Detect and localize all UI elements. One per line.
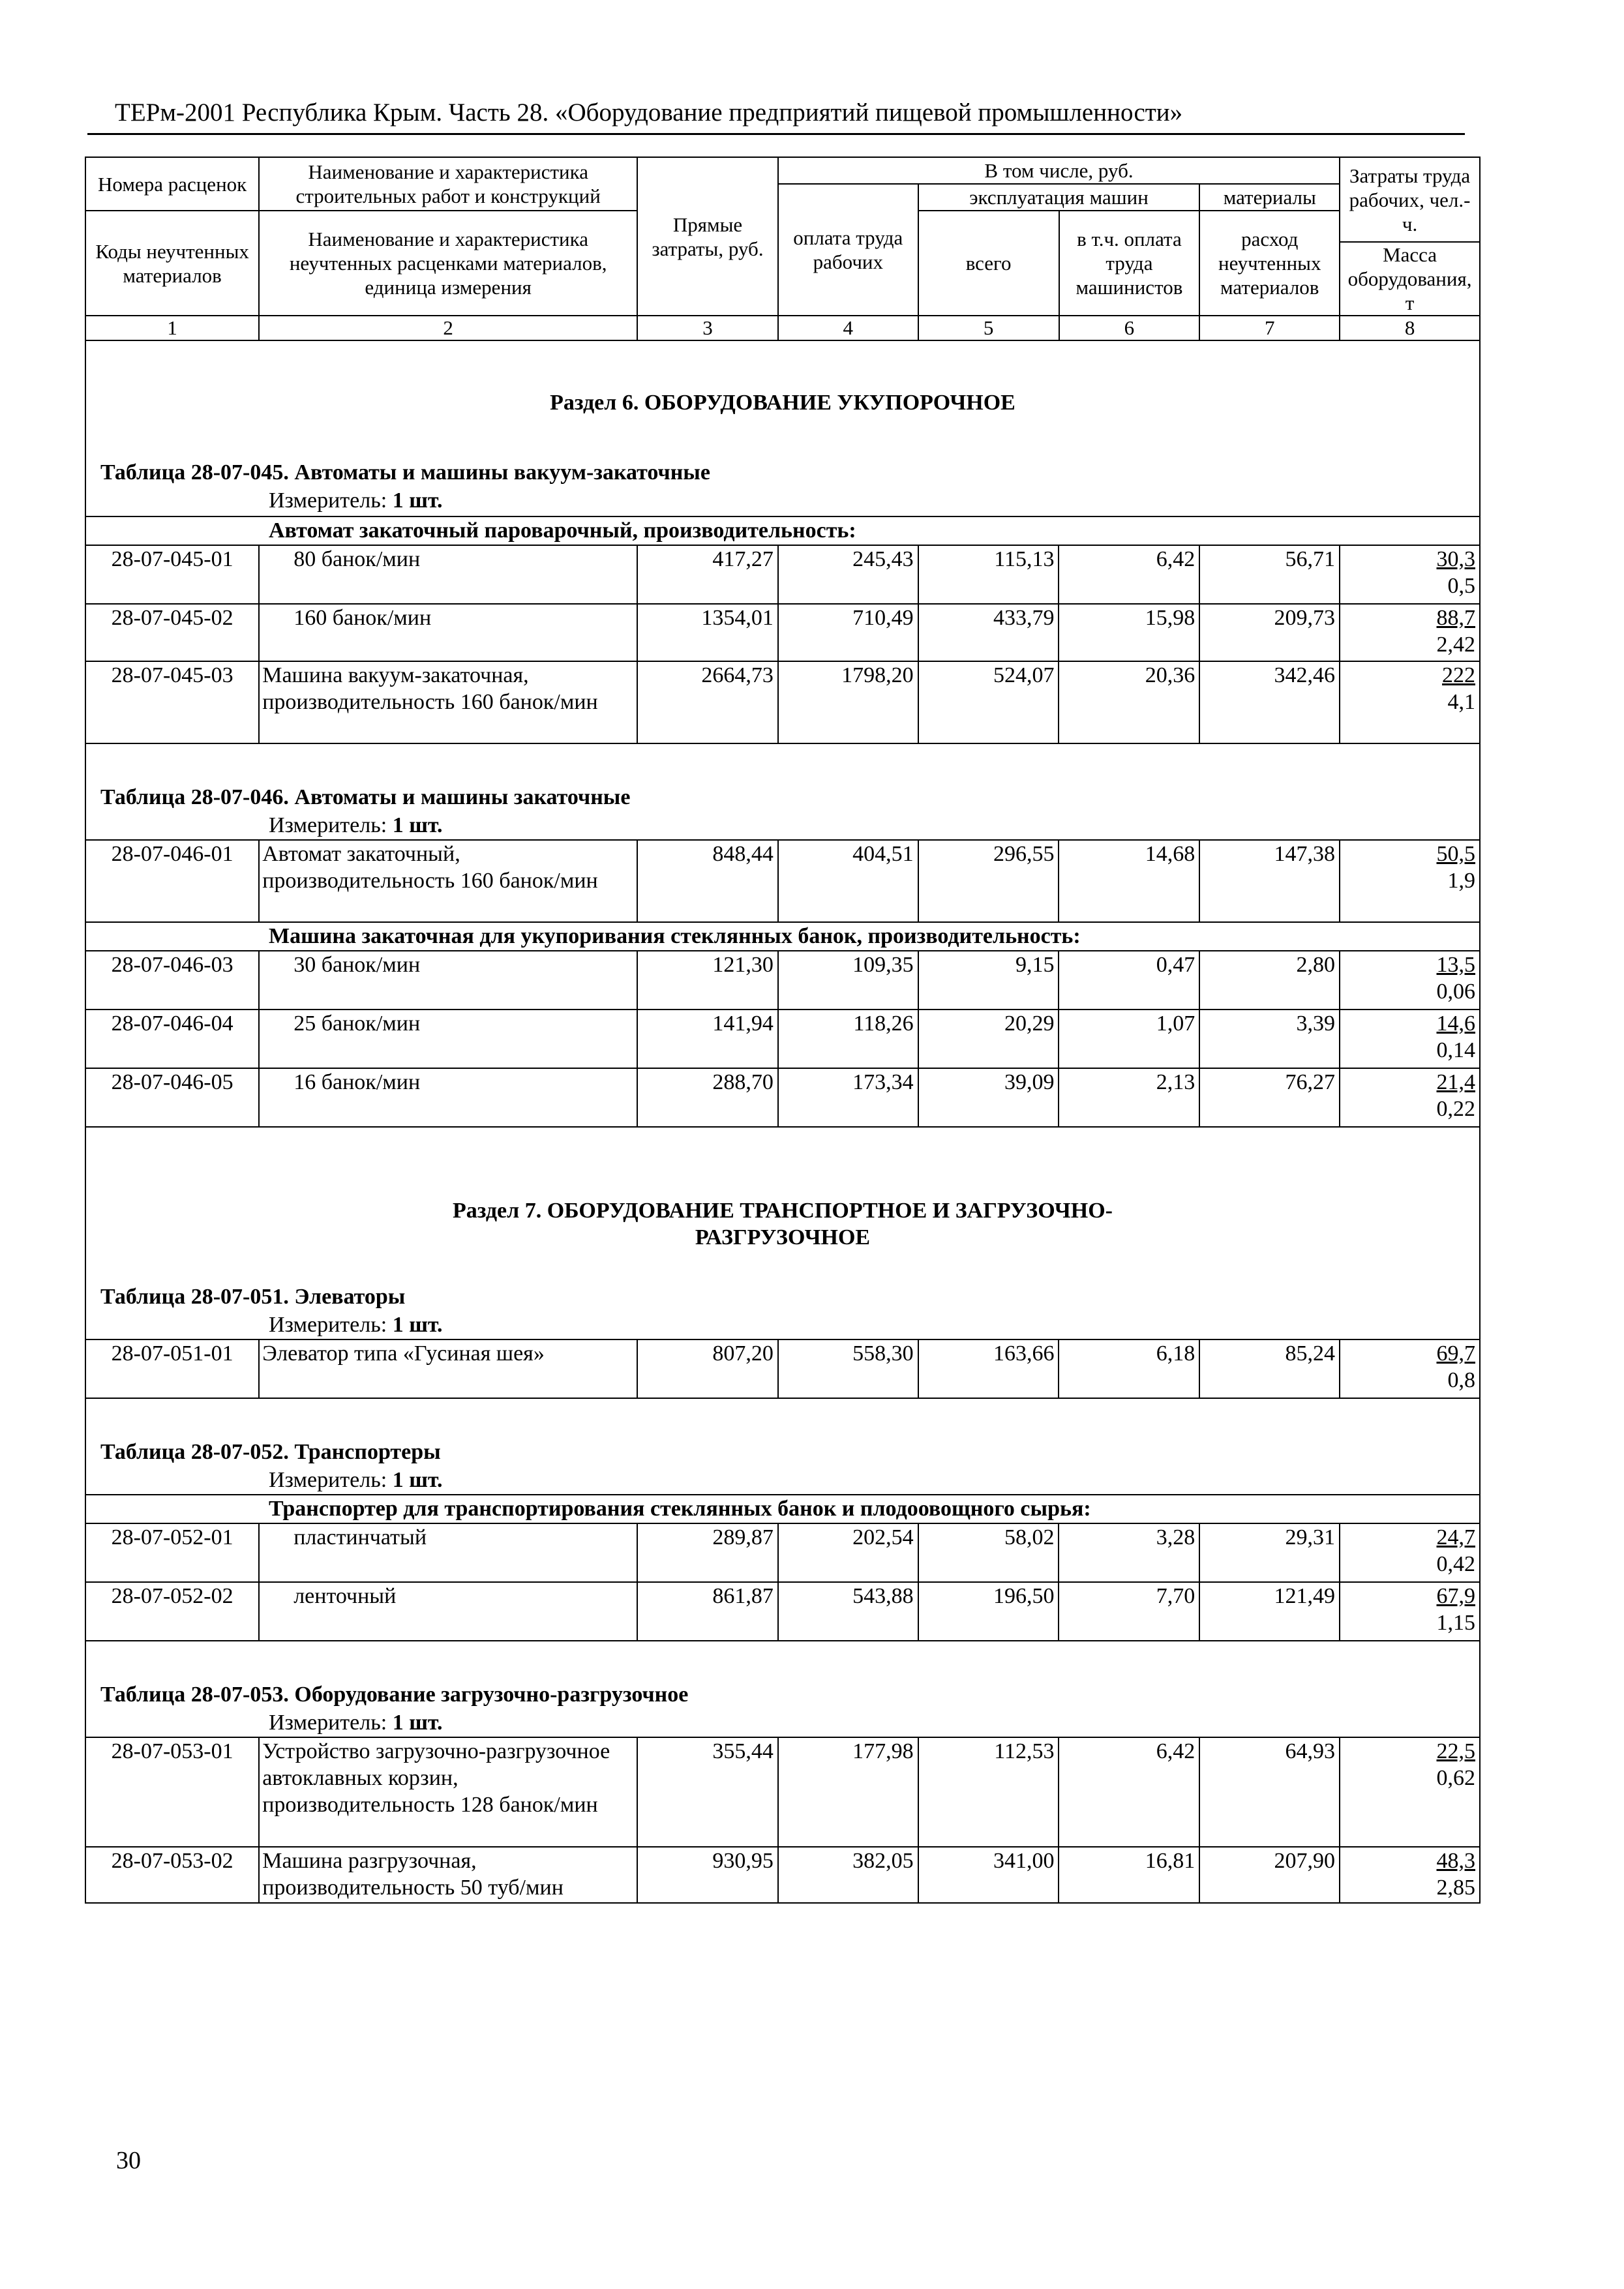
- operator-wages: 3,28: [1059, 1523, 1199, 1582]
- col-material-codes-header: Коды неучтенных материалов: [85, 211, 259, 316]
- col-operator-wages-header: в т.ч. оплата труда машинистов: [1059, 211, 1200, 316]
- rate-name: пластинчатый: [259, 1523, 637, 1582]
- machines-total: 112,53: [918, 1737, 1059, 1847]
- price-table: [85, 157, 1481, 1904]
- direct-costs: 121,30: [637, 951, 778, 1010]
- rate-name: Устройство загрузочно-разгрузочное автоклавных корзин, производительность 128 банок/мин: [259, 1737, 637, 1847]
- materials-cost: 85,24: [1199, 1339, 1340, 1398]
- labor-hours: 30,3: [1436, 547, 1475, 571]
- rate-code: 28-07-053-02: [85, 1847, 259, 1903]
- col-number: 4: [778, 316, 918, 340]
- worker-wages: 1798,20: [778, 661, 918, 743]
- col-number: 1: [85, 316, 259, 340]
- operator-wages: 6,18: [1059, 1339, 1199, 1398]
- machines-total: 524,07: [918, 661, 1059, 743]
- labor-hours: 22,5: [1436, 1739, 1475, 1763]
- rate-code: 28-07-046-04: [85, 1010, 259, 1068]
- rate-name: 80 банок/мин: [259, 545, 637, 604]
- section-6-title: Раздел 6. ОБОРУДОВАНИЕ УКУПОРОЧНОЕ: [85, 341, 1480, 416]
- col-number: 8: [1340, 316, 1480, 340]
- group-header: Транспортер для транспортирования стеклянных банок и плодоовощного сырья:: [85, 1495, 1480, 1523]
- operator-wages: 7,70: [1059, 1582, 1199, 1641]
- unit-line: [85, 1709, 1480, 1737]
- machines-total: 341,00: [918, 1847, 1059, 1903]
- table-row: [85, 1068, 1480, 1127]
- direct-costs: 355,44: [637, 1737, 778, 1847]
- direct-costs: 288,70: [637, 1068, 778, 1127]
- operator-wages: 14,68: [1059, 840, 1199, 922]
- table-053-title: Таблица 28-07-053. Оборудование загрузочно-разгрузочное: [85, 1641, 1480, 1709]
- machines-total: 58,02: [918, 1523, 1059, 1582]
- table-045-title: Таблица 28-07-045. Автоматы и машины вакуум-закаточные: [85, 416, 1480, 486]
- machines-total: 433,79: [918, 604, 1059, 661]
- direct-costs: 1354,01: [637, 604, 778, 661]
- equipment-mass: 2,42: [1436, 633, 1475, 657]
- table-row: [85, 951, 1480, 1010]
- direct-costs: 417,27: [637, 545, 778, 604]
- equipment-mass: 1,15: [1436, 1611, 1475, 1635]
- group-header: Машина закаточная для укупоривания стеклянных банок, производительность:: [85, 922, 1480, 951]
- rate-name: 160 банок/мин: [259, 604, 637, 661]
- materials-cost: 121,49: [1199, 1582, 1340, 1641]
- labor-and-mass: [1340, 1582, 1480, 1641]
- equipment-mass: 0,42: [1436, 1552, 1475, 1576]
- col-wages-header: оплата труда рабочих: [778, 184, 918, 316]
- worker-wages: 177,98: [778, 1737, 918, 1847]
- table-row: [85, 1737, 1480, 1847]
- operator-wages: 15,98: [1059, 604, 1199, 661]
- worker-wages: 382,05: [778, 1847, 918, 1903]
- table-052-title: Таблица 28-07-052. Транспортеры: [85, 1398, 1480, 1466]
- operator-wages: 16,81: [1059, 1847, 1199, 1903]
- materials-cost: 64,93: [1199, 1737, 1340, 1847]
- table-051-title: Таблица 28-07-051. Элеваторы: [85, 1251, 1480, 1311]
- col-number: 5: [918, 316, 1059, 340]
- materials-cost: 2,80: [1199, 951, 1340, 1010]
- rate-code: 28-07-046-01: [85, 840, 259, 922]
- labor-and-mass: [1340, 604, 1480, 661]
- rate-name: Машина вакуум-закаточная, производительность 160 банок/мин: [259, 661, 637, 743]
- labor-hours: 48,3: [1436, 1849, 1475, 1873]
- unit-line: [85, 1466, 1480, 1495]
- labor-and-mass: [1340, 545, 1480, 604]
- table-row: [85, 1582, 1480, 1641]
- header-rule: [87, 133, 1465, 135]
- machines-total: 9,15: [918, 951, 1059, 1010]
- direct-costs: 2664,73: [637, 661, 778, 743]
- machines-header: эксплуатация машин: [918, 184, 1200, 211]
- unit-label: Измеритель:: [269, 488, 387, 513]
- rate-code: 28-07-045-03: [85, 661, 259, 743]
- worker-wages: 245,43: [778, 545, 918, 604]
- table-row: [85, 604, 1480, 661]
- unit-label: Измеритель:: [269, 1313, 387, 1337]
- worker-wages: 710,49: [778, 604, 918, 661]
- materials-cost: 76,27: [1199, 1068, 1340, 1127]
- rate-code: 28-07-052-02: [85, 1582, 259, 1641]
- unit-label: Измеритель:: [269, 813, 387, 837]
- worker-wages: 173,34: [778, 1068, 918, 1127]
- table-row: [85, 1339, 1480, 1398]
- rate-code: 28-07-052-01: [85, 1523, 259, 1582]
- table-body: [85, 341, 1481, 1904]
- operator-wages: 6,42: [1059, 545, 1199, 604]
- equipment-mass: 2,85: [1436, 1876, 1475, 1900]
- direct-costs: 930,95: [637, 1847, 778, 1903]
- rate-name: 16 банок/мин: [259, 1068, 637, 1127]
- unit-value: 1 шт.: [392, 813, 443, 837]
- labor-hours: 24,7: [1436, 1525, 1475, 1549]
- materials-cost: 29,31: [1199, 1523, 1340, 1582]
- col-machines-total-header: всего: [918, 211, 1059, 316]
- unit-label: Измеритель:: [269, 1468, 387, 1492]
- table-row: [85, 1847, 1480, 1903]
- materials-cost: 3,39: [1199, 1010, 1340, 1068]
- rate-code: 28-07-046-05: [85, 1068, 259, 1127]
- unit-value: 1 шт.: [392, 1468, 443, 1492]
- table-046-title: Таблица 28-07-046. Автоматы и машины закаточные: [85, 743, 1480, 811]
- unit-label: Измеритель:: [269, 1711, 387, 1735]
- labor-hours: 69,7: [1436, 1341, 1475, 1366]
- operator-wages: 0,47: [1059, 951, 1199, 1010]
- labor-hours: 88,7: [1436, 606, 1475, 630]
- worker-wages: 202,54: [778, 1523, 918, 1582]
- materials-cost: 147,38: [1199, 840, 1340, 922]
- labor-and-mass: [1340, 1847, 1480, 1903]
- rate-name: Машина разгрузочная, производительность 50 туб/мин: [259, 1847, 637, 1903]
- rate-code: 28-07-053-01: [85, 1737, 259, 1847]
- equipment-mass: 0,62: [1436, 1766, 1475, 1790]
- direct-costs: 861,87: [637, 1582, 778, 1641]
- rate-code: 28-07-045-01: [85, 545, 259, 604]
- rate-name: 25 банок/мин: [259, 1010, 637, 1068]
- machines-total: 163,66: [918, 1339, 1059, 1398]
- including-header: В том числе, руб.: [778, 157, 1340, 184]
- running-header: ТЕРм-2001 Республика Крым. Часть 28. «Оборудование предприятий пищевой промышленности»: [115, 98, 1183, 127]
- labor-and-mass: [1340, 1068, 1480, 1127]
- rate-name: 30 банок/мин: [259, 951, 637, 1010]
- col-labor-header: Затраты труда рабочих, чел.-ч.: [1340, 157, 1480, 242]
- table-row: [85, 545, 1480, 604]
- operator-wages: 2,13: [1059, 1068, 1199, 1127]
- operator-wages: 1,07: [1059, 1010, 1199, 1068]
- direct-costs: 848,44: [637, 840, 778, 922]
- table-row: [85, 661, 1480, 743]
- worker-wages: 558,30: [778, 1339, 918, 1398]
- section-7-title-line2: РАЗГРУЗОЧНОЕ: [695, 1225, 871, 1249]
- worker-wages: 543,88: [778, 1582, 918, 1641]
- group-header: Автомат закаточный пароварочный, производительность:: [85, 516, 1480, 545]
- labor-and-mass: [1340, 840, 1480, 922]
- col-work-name-header: Наименование и характеристика строительных работ и конструкций: [259, 157, 637, 211]
- section-7-title-line1: Раздел 7. ОБОРУДОВАНИЕ ТРАНСПОРТНОЕ И ЗАГРУЗОЧНО-: [453, 1199, 1113, 1223]
- labor-hours: 21,4: [1436, 1070, 1475, 1094]
- table-row: [85, 1010, 1480, 1068]
- operator-wages: 20,36: [1059, 661, 1199, 743]
- materials-cost: 207,90: [1199, 1847, 1340, 1903]
- labor-and-mass: [1340, 1010, 1480, 1068]
- unit-line: [85, 811, 1480, 840]
- machines-total: 296,55: [918, 840, 1059, 922]
- labor-and-mass: [1340, 1737, 1480, 1847]
- materials-cost: 342,46: [1199, 661, 1340, 743]
- rate-code: 28-07-051-01: [85, 1339, 259, 1398]
- materials-header: материалы: [1199, 184, 1340, 211]
- rate-code: 28-07-046-03: [85, 951, 259, 1010]
- worker-wages: 109,35: [778, 951, 918, 1010]
- machines-total: 20,29: [918, 1010, 1059, 1068]
- equipment-mass: 0,22: [1436, 1097, 1475, 1121]
- labor-and-mass: [1340, 1339, 1480, 1398]
- equipment-mass: 0,8: [1447, 1368, 1475, 1392]
- materials-cost: 56,71: [1199, 545, 1340, 604]
- col-number: 7: [1199, 316, 1340, 340]
- unit-line: [85, 486, 1480, 516]
- labor-hours: 222: [1442, 663, 1475, 687]
- col-direct-costs-header: Прямые затраты, руб.: [637, 157, 778, 316]
- rate-name: Автомат закаточный, производительность 160 банок/мин: [259, 840, 637, 922]
- col-material-names-header: Наименование и характеристика неучтенных расценками материалов, единица измерения: [259, 211, 637, 316]
- col-number: 3: [637, 316, 778, 340]
- equipment-mass: 0,5: [1447, 574, 1475, 598]
- worker-wages: 404,51: [778, 840, 918, 922]
- equipment-mass: 0,06: [1436, 980, 1475, 1004]
- worker-wages: 118,26: [778, 1010, 918, 1068]
- rate-name: ленточный: [259, 1582, 637, 1641]
- unit-value: 1 шт.: [392, 488, 443, 513]
- machines-total: 39,09: [918, 1068, 1059, 1127]
- table-row: [85, 840, 1480, 922]
- operator-wages: 6,42: [1059, 1737, 1199, 1847]
- labor-hours: 50,5: [1436, 842, 1475, 866]
- col-materials-header: расход неучтенных материалов: [1199, 211, 1340, 316]
- unit-line: [85, 1311, 1480, 1339]
- direct-costs: 141,94: [637, 1010, 778, 1068]
- page-number: 30: [116, 2147, 141, 2174]
- section-7-title: [85, 1127, 1480, 1251]
- equipment-mass: 4,1: [1447, 690, 1475, 714]
- rate-name: Элеватор типа «Гусиная шея»: [259, 1339, 637, 1398]
- col-mass-header: Масса оборудования, т: [1340, 242, 1480, 316]
- unit-value: 1 шт.: [392, 1313, 443, 1337]
- materials-cost: 209,73: [1199, 604, 1340, 661]
- labor-hours: 67,9: [1436, 1584, 1475, 1608]
- labor-hours: 14,6: [1436, 1011, 1475, 1036]
- direct-costs: 807,20: [637, 1339, 778, 1398]
- machines-total: 115,13: [918, 545, 1059, 604]
- labor-and-mass: [1340, 1523, 1480, 1582]
- table-row: [85, 1523, 1480, 1582]
- unit-value: 1 шт.: [392, 1711, 443, 1735]
- equipment-mass: 0,14: [1436, 1038, 1475, 1062]
- direct-costs: 289,87: [637, 1523, 778, 1582]
- col-rate-number-header: Номера расценок: [85, 157, 259, 211]
- machines-total: 196,50: [918, 1582, 1059, 1641]
- rate-code: 28-07-045-02: [85, 604, 259, 661]
- equipment-mass: 1,9: [1447, 869, 1475, 893]
- labor-hours: 13,5: [1436, 953, 1475, 977]
- labor-and-mass: [1340, 951, 1480, 1010]
- col-number: 6: [1059, 316, 1200, 340]
- col-number: 2: [259, 316, 637, 340]
- labor-and-mass: [1340, 661, 1480, 743]
- table-header: [85, 157, 1481, 341]
